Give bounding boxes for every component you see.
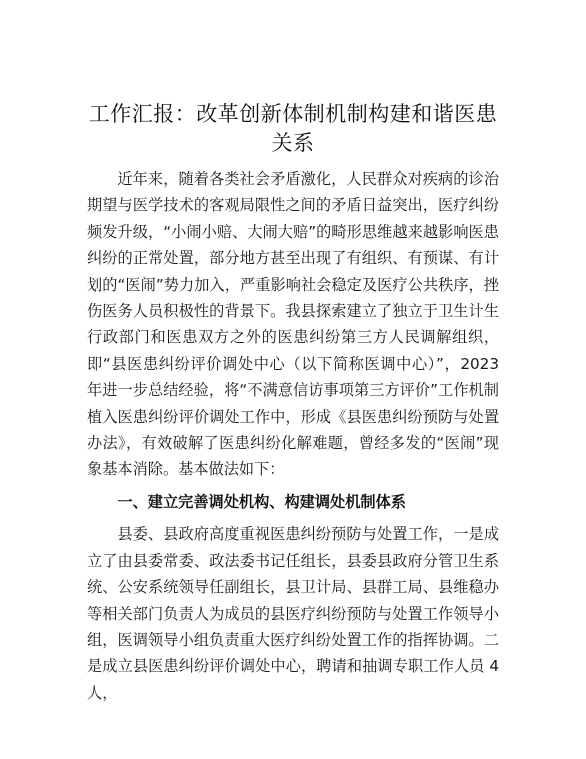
document-body [87, 166, 499, 706]
section-1-paragraph: 县委、县政府高度重视医患纠纷预防与处置工作，一是成立了由县委常委、政法委书记任组长，县委县政府分管卫生系统、公安系统领导任副组长，县卫计局、县群工局、县维稳办等相关部门负责人为成员的县医疗纠纷预防与处置工作领导小组，医调领导小组负责重大医疗纠纷处置工作的指挥协调。二是成立县医患纠纷评价调处中心，聘请和抽调专职工作人员 4 人， [87, 525, 499, 702]
document-title: 工作汇报：改革创新体制机制构建和谐医患关系 [88, 102, 498, 155]
intro-paragraph: 近年来，随着各类社会矛盾激化，人民群众对疾病的诊治期望与医学技术的客观局限性之间的矛盾日益突出，医疗纠纷频发升级，“小闹小赔、大闹大赔”的畸形思维越来越影响医患纠纷的正常处置，部分地方甚至出现了有组织、有预谋、有计划的“医闹”势力加入，严重影响社会稳定及医疗公共秩序，挫伤医务人员积极性的背景下。我县探索建立了独立于卫生计生行政部门和医患双方之外的医患纠纷第三方人民调解组织，即“县医患纠纷评价调处中心（以下简称医调中心）”，2023 年进一步总结经验，将“不满意信访事项第三方评价”工作机制植入医患纠纷评价调处工作中，形成《县医患纠纷预防与处置办法》，有效破解了医患纠纷化解难题，曾经多发的“医闹”现象基本消除。基本做法如下： [87, 170, 499, 479]
section-heading-1: 一、建立完善调处机构、构建调处机制体系 [117, 492, 406, 511]
